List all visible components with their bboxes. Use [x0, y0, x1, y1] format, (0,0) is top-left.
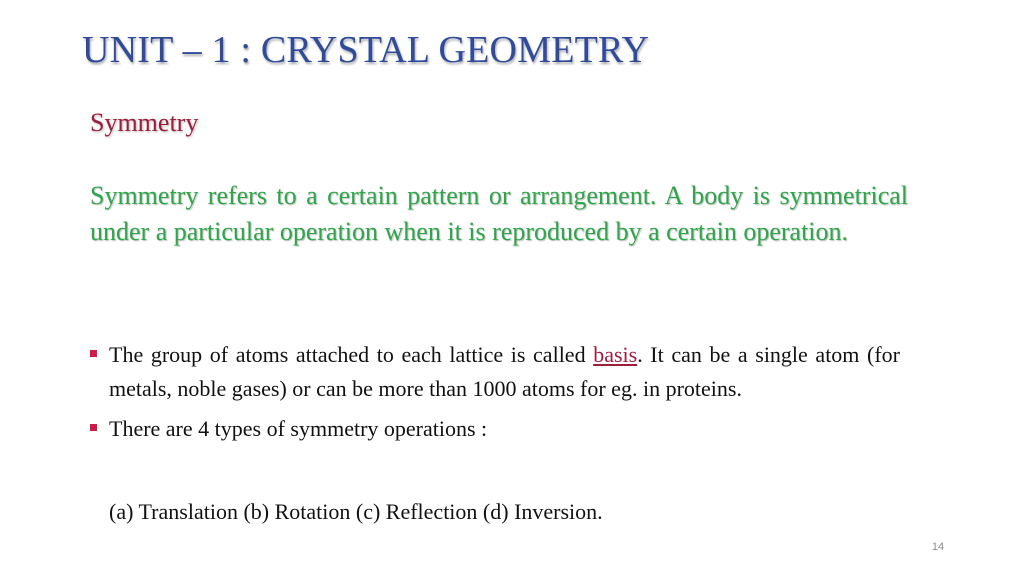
square-bullet-icon: [90, 424, 97, 431]
bullet-text-after: . It can be a single atom (for metals, noble gases) or can be more than 1000 atoms for eg. in proteins.: [109, 342, 901, 401]
slide-title: UNIT – 1 : CRYSTAL GEOMETRY: [82, 29, 650, 71]
bullet-list: [88, 338, 900, 452]
section-heading: Symmetry: [90, 108, 199, 137]
page-number: 14: [931, 541, 945, 553]
symmetry-types-line: (a) Translation (b) Rotation (c) Reflection (d) Inversion.: [109, 499, 603, 524]
basis-term: basis: [593, 342, 638, 367]
bullet-text-before: The group of atoms attached to each lattice is called: [109, 342, 594, 367]
square-bullet-icon: [90, 350, 97, 357]
bullet-item-types: [88, 412, 900, 446]
bullet-text: There are 4 types of symmetry operations :: [109, 416, 488, 441]
bullet-item-basis: [88, 338, 900, 406]
definition-paragraph: Symmetry refers to a certain pattern or arrangement. A body is symmetrical under a particular operation when it is reproduced by a certain operation.: [90, 181, 908, 246]
